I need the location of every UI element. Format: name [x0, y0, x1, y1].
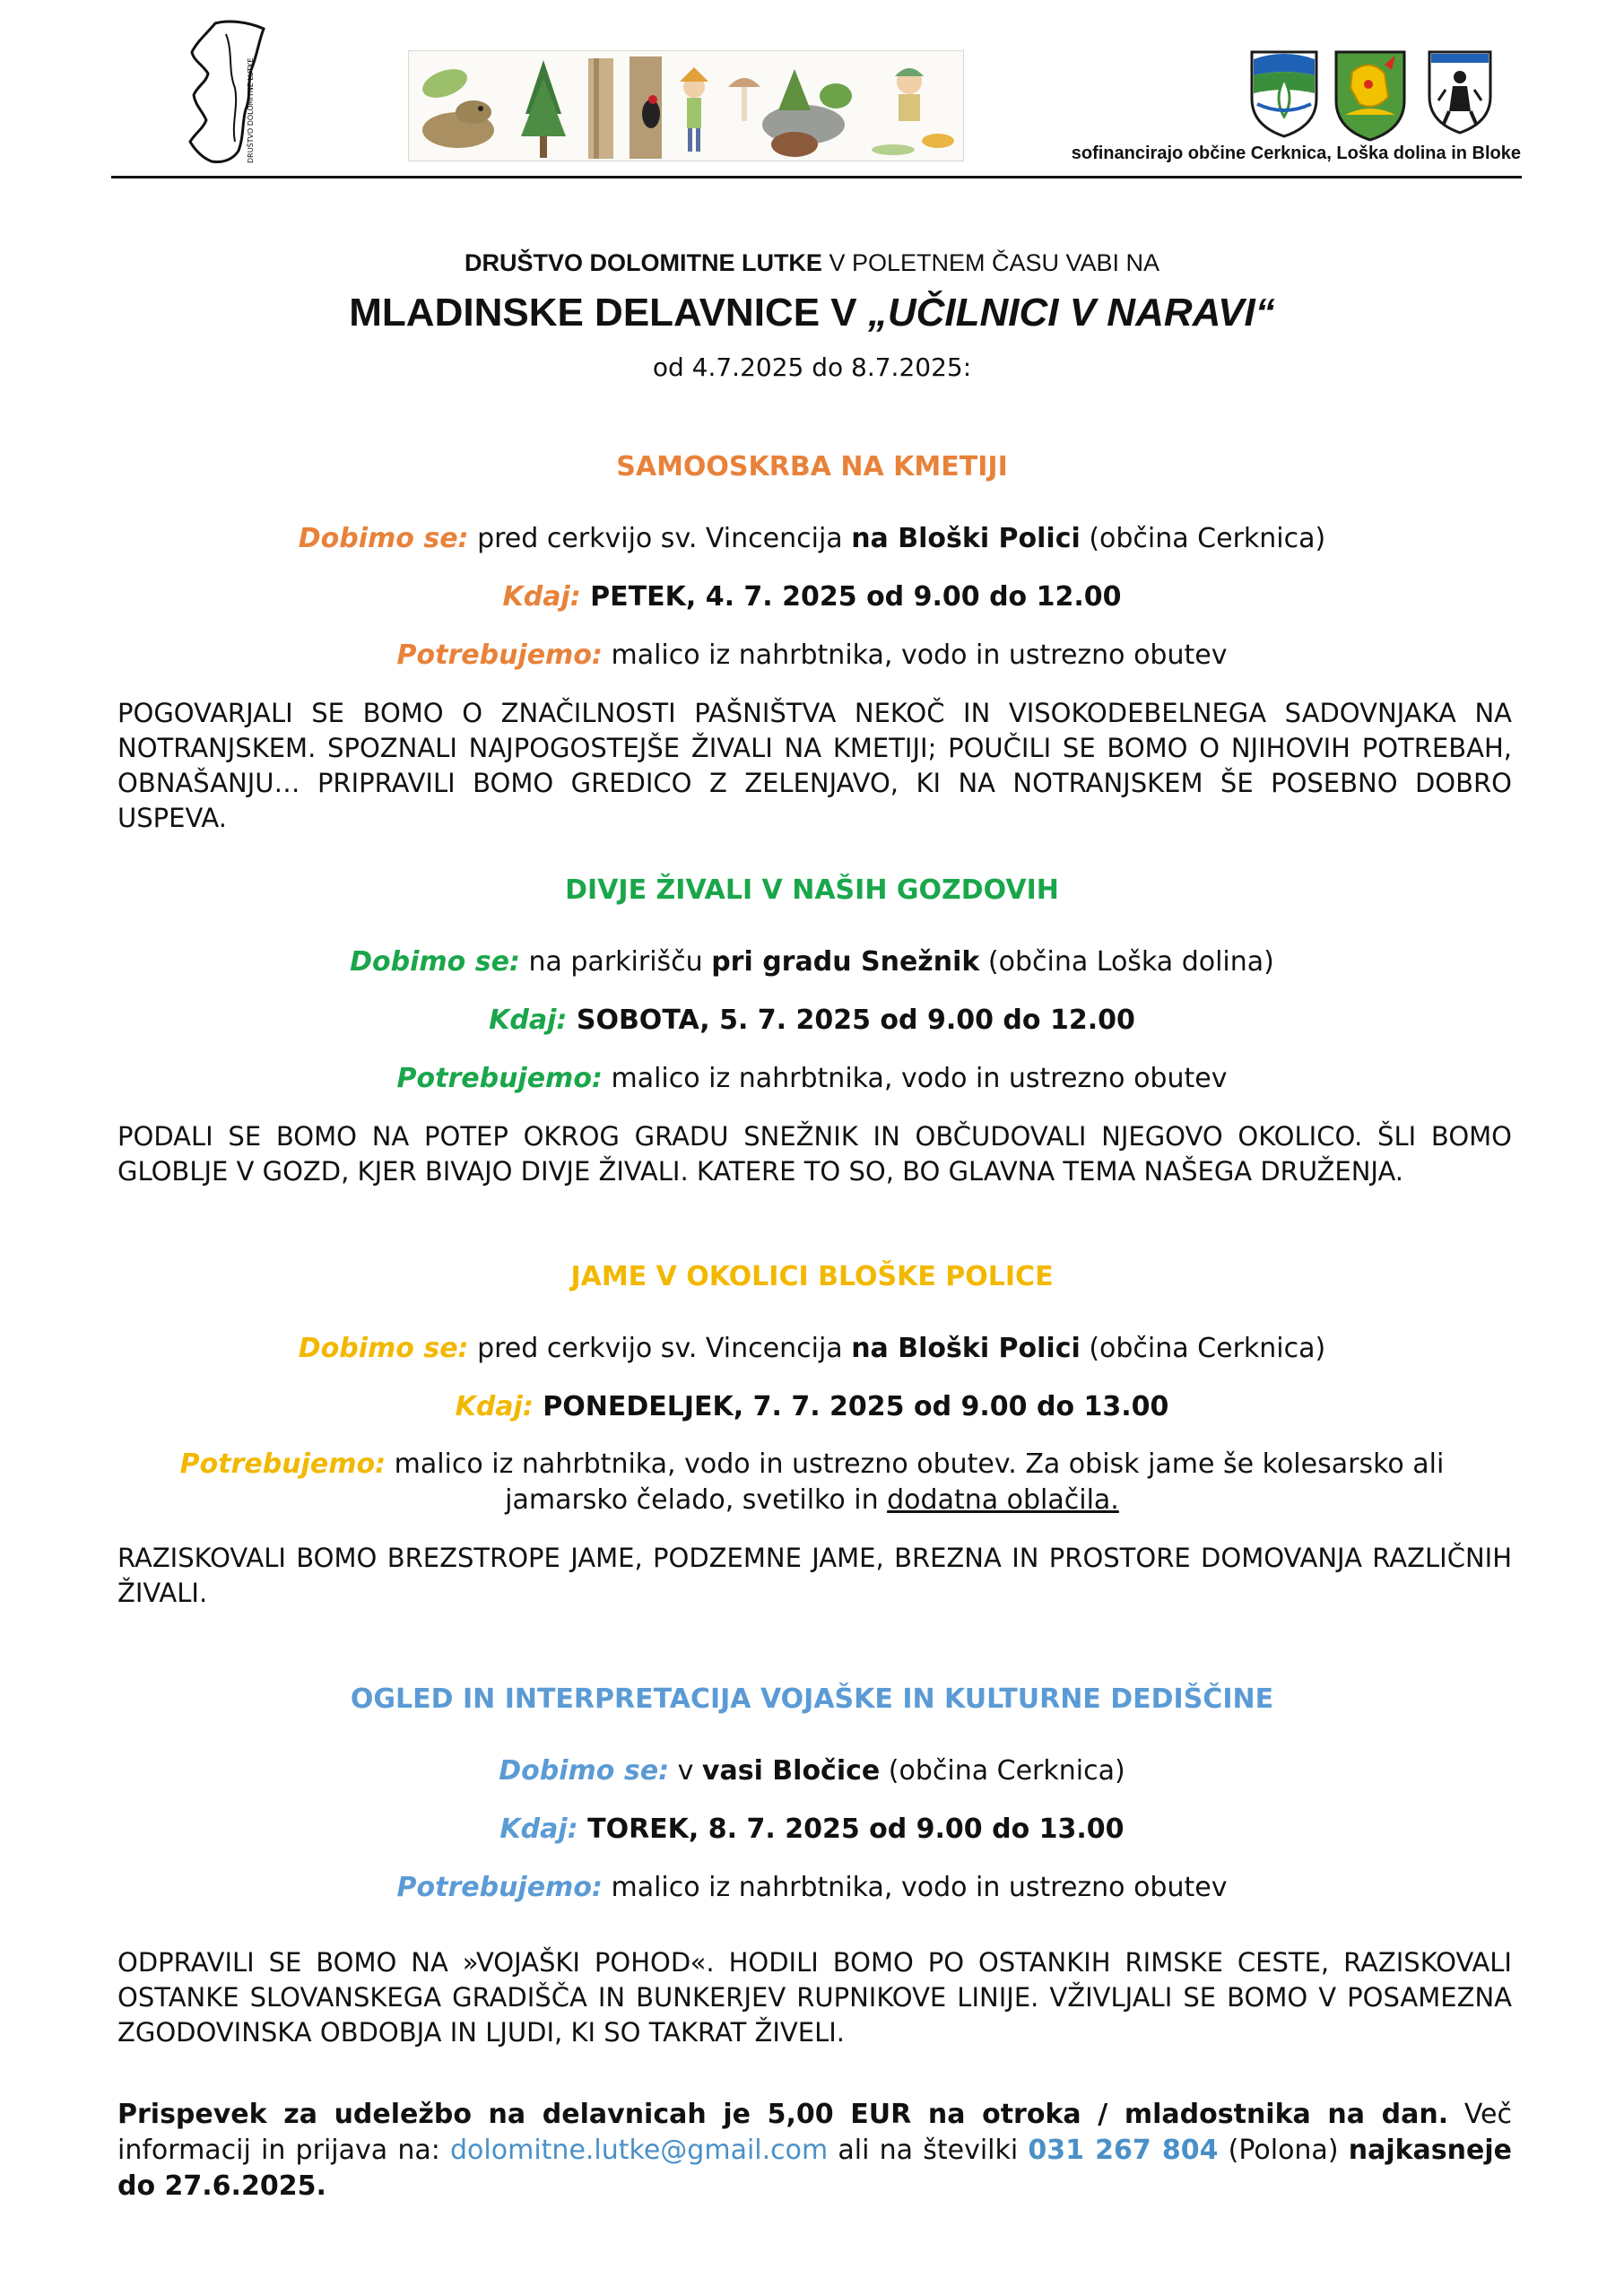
- intro-line: [115, 249, 1509, 277]
- workshop-1-meet: [115, 523, 1509, 554]
- need-label: Potrebujemo:: [396, 639, 603, 671]
- info-text: Več informacij in prijava na:: [117, 2099, 1512, 2166]
- event-dates: od 4.7.2025 do 8.7.2025:: [652, 352, 972, 382]
- need-label: Potrebujemo:: [179, 1448, 386, 1480]
- loska-dolina-crest-icon: [1333, 48, 1408, 142]
- dolomitne-lutke-logo: [176, 16, 271, 167]
- meet-municipality: (občina Cerknica): [1080, 523, 1326, 554]
- meet-text: pred cerkvijo sv. Vincencija: [468, 523, 852, 554]
- workshop-3-description: RAZISKOVALI BOMO BREZSTROPE JAME, PODZEMNE JAME, BREZNA IN PROSTORE DOMOVANJA RAZLIČNIH ŽIVALI.: [117, 1543, 1512, 1608]
- when-text: PETEK, 4. 7. 2025 od 9.00 do 12.00: [580, 581, 1122, 613]
- workshop-2-need: [115, 1063, 1509, 1094]
- email-link[interactable]: dolomitne.lutke@gmail.com: [450, 2135, 829, 2166]
- meet-place: pri gradu Snežnik: [711, 946, 980, 978]
- meet-place: na Bloški Polici: [851, 523, 1081, 554]
- cerknica-crest-icon: [1248, 48, 1320, 138]
- bloke-crest-icon: [1426, 48, 1494, 135]
- main-title-italic: „UČILNICI V NARAVI“: [867, 291, 1275, 335]
- workshop-2-when: [115, 1004, 1509, 1036]
- workshop-3-meet: [115, 1333, 1509, 1364]
- workshop-4-need: [115, 1872, 1509, 1903]
- when-text: SOBOTA, 5. 7. 2025 od 9.00 do 12.00: [567, 1004, 1135, 1036]
- when-text: TOREK, 8. 7. 2025 od 9.00 do 13.00: [578, 1813, 1125, 1845]
- workshop-1-title: SAMOOSKRBA NA KMETIJI: [616, 451, 1008, 483]
- meet-label: Dobimo se:: [350, 946, 520, 978]
- workshop-3-title: JAME V OKOLICI BLOŠKE POLICE: [570, 1261, 1054, 1292]
- intro-rest: V POLETNEM ČASU VABI NA: [821, 249, 1160, 276]
- workshop-2-meet: [115, 946, 1509, 978]
- when-label: Kdaj:: [455, 1391, 534, 1422]
- when-text: PONEDELJEK, 7. 7. 2025 od 9.00 do 13.00: [533, 1391, 1169, 1422]
- meet-municipality: (občina Cerknica): [880, 1755, 1125, 1787]
- workshop-4-title: OGLED IN INTERPRETACIJA VOJAŠKE IN KULTURNE DEDIŠČINE: [350, 1683, 1274, 1715]
- when-label: Kdaj:: [489, 1004, 568, 1036]
- need-text: malico iz nahrbtnika, vodo in ustrezno obutev. Za obisk jame še kolesarsko ali: [386, 1448, 1445, 1480]
- workshop-1-description: POGOVARJALI SE BOMO O ZNAČILNOSTI PAŠNIŠTVA NEKOČ IN VISOKODEBELNEGA SADOVNJAKA NA NOTRANJSKEM. SPOZNALI NAJPOGOSTEJŠE ŽIVALI NA KMETIJI; POUČILI SE BOMO O NJIHOVIH POTREBAH, OBNAŠANJU… PRIPRAVILI BOMO GREDICO Z ZELENJAVO, KI NA NOTRANJSKEM ŠE POSEBNO DOBRO USPEVA.: [117, 698, 1512, 833]
- meet-place: na Bloški Polici: [851, 1333, 1081, 1364]
- when-label: Kdaj:: [502, 581, 581, 613]
- workshop-4-meet: [115, 1755, 1509, 1787]
- meet-municipality: (občina Cerknica): [1080, 1333, 1326, 1364]
- need-text: malico iz nahrbtnika, vodo in ustrezno obutev: [602, 1872, 1228, 1903]
- need-extra-clothes: dodatna oblačila.: [887, 1484, 1119, 1516]
- need-text: malico iz nahrbtnika, vodo in ustrezno obutev: [602, 1063, 1228, 1094]
- workshop-4-when: [115, 1813, 1509, 1845]
- workshop-3-when: [115, 1391, 1509, 1422]
- cofinancing-note: sofinancirajo občine Cerknica, Loška dolina in Bloke: [1071, 144, 1521, 163]
- when-label: Kdaj:: [499, 1813, 578, 1845]
- meet-place: vasi Bločice: [701, 1755, 881, 1787]
- need-label: Potrebujemo:: [396, 1063, 603, 1094]
- municipality-crests: [1248, 45, 1535, 144]
- nature-illustration-banner: [408, 50, 964, 161]
- deadline-text: najkasneje do 27.6.2025.: [117, 2135, 1512, 2202]
- footer-info: [117, 2097, 1512, 2205]
- workshop-1-when: [115, 581, 1509, 613]
- meet-label: Dobimo se:: [499, 1755, 670, 1787]
- meet-label: Dobimo se:: [298, 523, 469, 554]
- need-text-line2: jamarsko čelado, svetilko in: [505, 1484, 888, 1516]
- meet-text: v: [669, 1755, 702, 1787]
- workshop-4-description: ODPRAVILI SE BOMO NA »VOJAŠKI POHOD«. HODILI BOMO PO OSTANKIH RIMSKE CESTE, RAZISKOVALI OSTANKE SLOVANSKEGA GRADIŠČA IN BUNKERJEV RUPNIKOVE LINIJE. VŽIVLJALI SE BOMO V POSAMEZNA ZGODOVINSKA OBDOBJA IN LJUDI, KI SO TAKRAT ŽIVELI.: [117, 1947, 1512, 2048]
- phone-contact-name: (Polona): [1218, 2135, 1349, 2166]
- meet-text: na parkirišču: [519, 946, 712, 978]
- workshop-2-title: DIVJE ŽIVALI V NAŠIH GOZDOVIH: [565, 874, 1059, 906]
- need-text: malico iz nahrbtnika, vodo in ustrezno obutev: [602, 639, 1228, 671]
- main-title-text: MLADINSKE DELAVNICE V: [349, 291, 868, 335]
- info-mid-text: ali na številki: [828, 2135, 1029, 2166]
- fee-text: Prispevek za udeležbo na delavnicah je 5,00 EUR na otroka / mladostnika na dan.: [117, 2099, 1449, 2130]
- workshop-3-need-line2: [115, 1484, 1509, 1516]
- workshop-1-need: [115, 639, 1509, 671]
- workshop-2-description: PODALI SE BOMO NA POTEP OKROG GRADU SNEŽNIK IN OBČUDOVALI NJEGOVO OKOLICO. ŠLI BOMO GLOBLJE V GOZD, KJER BIVAJO DIVJE ŽIVALI. KATERE TO SO, BO GLAVNA TEMA NAŠEGA DRUŽENJA.: [117, 1121, 1512, 1187]
- org-name: DRUŠTVO DOLOMITNE LUTKE: [464, 249, 822, 276]
- phone-number[interactable]: 031 267 804: [1028, 2135, 1219, 2166]
- workshop-3-need: [115, 1448, 1509, 1480]
- meet-text: pred cerkvijo sv. Vincencija: [468, 1333, 852, 1364]
- main-title: [115, 291, 1509, 335]
- meet-municipality: (občina Loška dolina): [979, 946, 1274, 978]
- header-divider: [111, 176, 1522, 178]
- need-label: Potrebujemo:: [396, 1872, 603, 1903]
- meet-label: Dobimo se:: [298, 1333, 469, 1364]
- svg-text:DRUŠTVO DOLOMITNE LUTKE: DRUŠTVO DOLOMITNE LUTKE: [247, 57, 255, 163]
